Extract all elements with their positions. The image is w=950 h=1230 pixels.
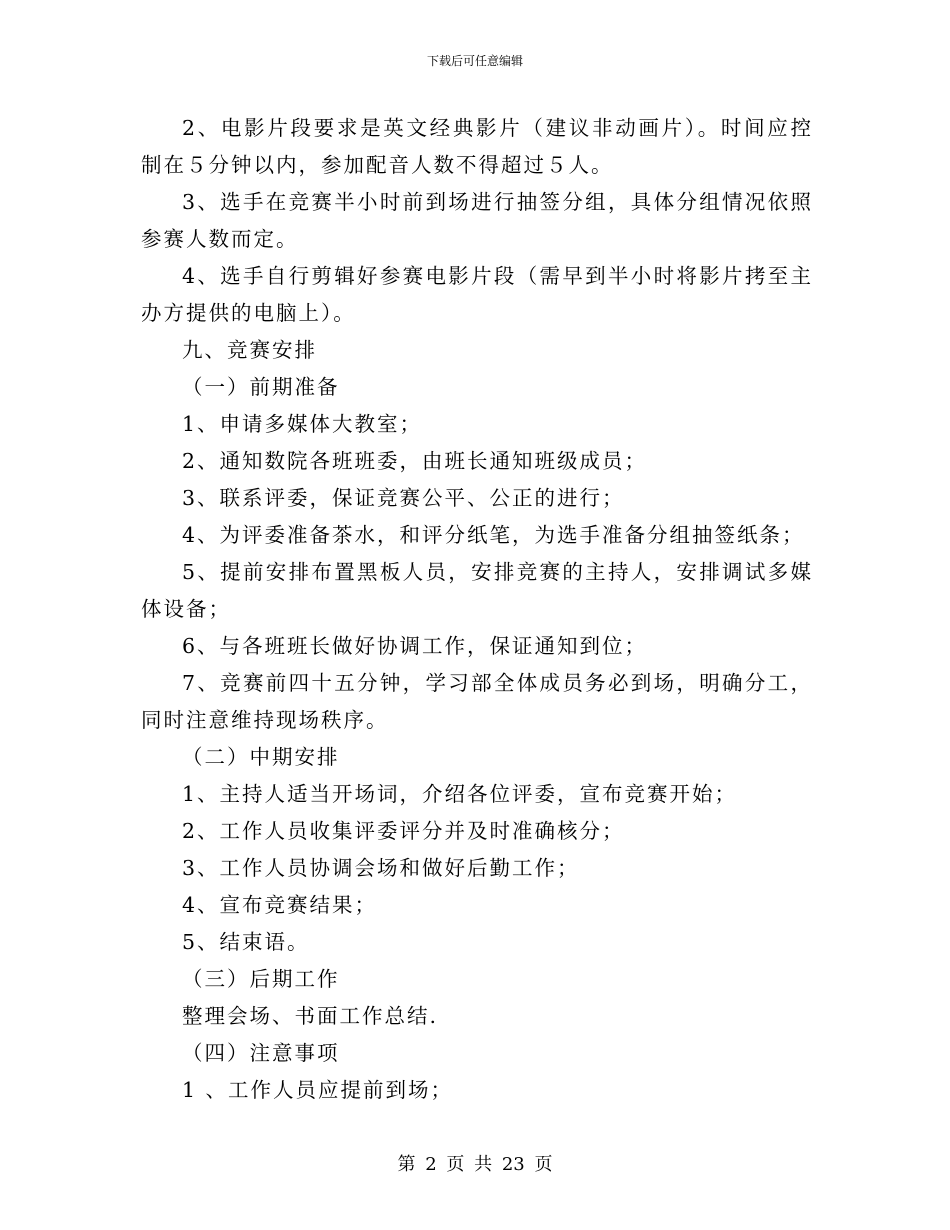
list-item: 3、工作人员协调会场和做好后勤工作； — [182, 856, 580, 880]
list-item: 5、结束语。 — [182, 930, 310, 954]
list-item: 6、与各班班长做好协调工作，保证通知到位； — [182, 634, 648, 658]
list-item: 1 、工作人员应提前到场； — [182, 1078, 454, 1102]
list-item: 5、提前安排布置黑板人员，安排竞赛的主持人，安排调试多媒体设备； — [141, 560, 813, 621]
list-item: 2、通知数院各班班委，由班长通知班级成员； — [182, 449, 648, 473]
paragraph: 4、选手自行剪辑好参赛电影片段（需早到半小时将影片拷至主办方提供的电脑上）。 — [141, 264, 813, 325]
document-body — [141, 110, 813, 1109]
subsection-heading: （四）注意事项 — [182, 1041, 340, 1065]
paragraph: 3、选手在竞赛半小时前到场进行抽签分组，具体分组情况依照参赛人数而定。 — [141, 190, 813, 251]
section-heading: 九、竞赛安排 — [182, 338, 317, 362]
list-item: 7、竞赛前四十五分钟，学习部全体成员务必到场，明确分工，同时注意维持现场秩序。 — [141, 671, 813, 732]
subsection-heading: （二）中期安排 — [182, 745, 340, 769]
paragraph: 整理会场、书面工作总结. — [182, 1004, 439, 1028]
list-item: 4、宣布竞赛结果； — [182, 893, 378, 917]
list-item: 1、主持人适当开场词，介绍各位评委，宣布竞赛开始； — [182, 782, 738, 806]
list-item: 1、申请多媒体大教室； — [182, 412, 423, 436]
paragraph: 2、电影片段要求是英文经典影片（建议非动画片）。时间应控制在５分钟以内，参加配音人数不得超过５人。 — [141, 116, 813, 177]
list-item: 2、工作人员收集评委评分并及时准确核分； — [182, 819, 625, 843]
page-header: 下载后可任意编辑 — [426, 54, 523, 68]
subsection-heading: （三）后期工作 — [182, 967, 340, 991]
list-item: 3、联系评委，保证竞赛公平、公正的进行； — [182, 486, 625, 510]
page-footer: 第 2 页 共 23 页 — [397, 1154, 553, 1175]
list-item: 4、为评委准备茶水，和评分纸笔，为选手准备分组抽签纸条； — [182, 523, 805, 547]
subsection-heading: （一）前期准备 — [182, 375, 340, 399]
